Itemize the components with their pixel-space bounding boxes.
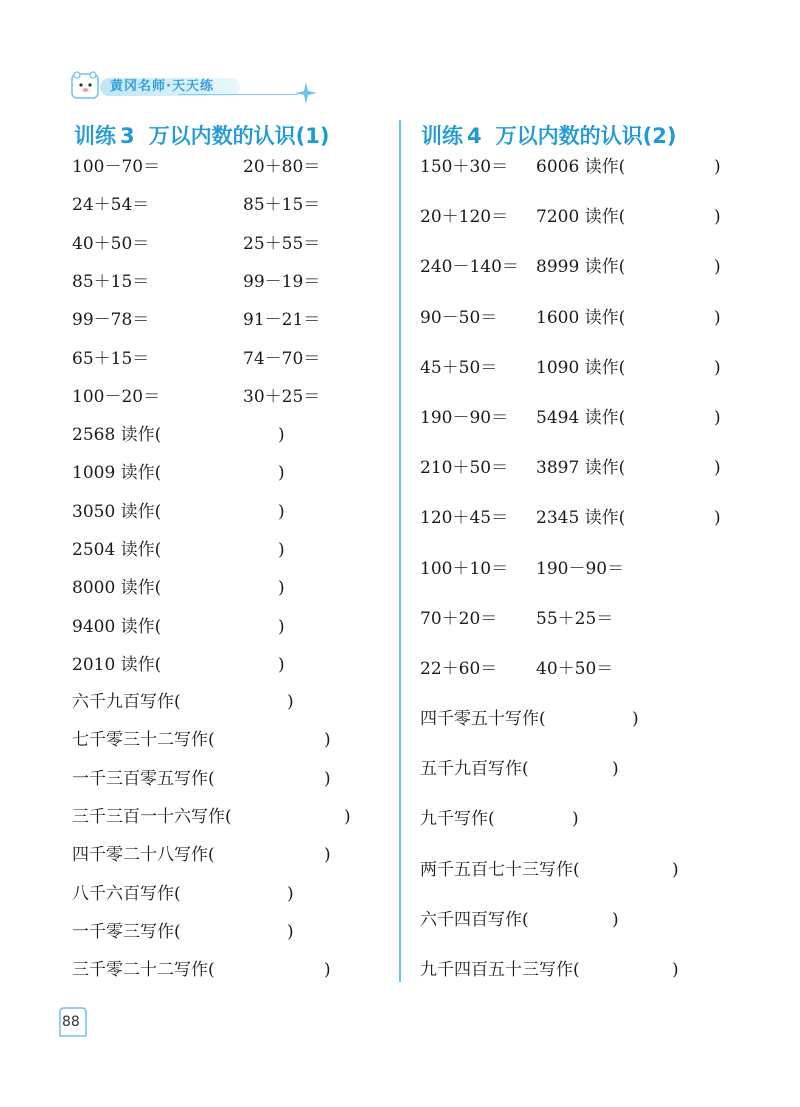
- read-exercise: 5494 读作(: [536, 408, 626, 428]
- read-exercise-close-paren: ): [278, 463, 285, 484]
- read-exercise: 6006 读作(: [536, 157, 626, 177]
- write-exercise: 三千零二十二写作(: [72, 960, 215, 981]
- arith-problem: 100－70＝: [72, 157, 161, 177]
- read-exercise-close-paren: ): [714, 508, 721, 529]
- write-exercise: 七千零三十二写作(: [72, 730, 215, 751]
- read-exercise: 7200 读作(: [536, 207, 626, 228]
- read-exercise-close-paren: ): [714, 307, 721, 328]
- write-exercise-close-paren: ): [632, 709, 639, 729]
- write-exercise: 六千九百写作(: [72, 692, 181, 712]
- write-exercise: 八千六百写作(: [72, 883, 181, 904]
- read-exercise-close-paren: ): [714, 157, 721, 177]
- arith-problem: 190－90＝: [536, 559, 625, 579]
- write-exercise-close-paren: ): [324, 768, 331, 789]
- read-exercise: 8999 读作(: [536, 257, 626, 278]
- sparkle-icon: [295, 82, 317, 104]
- arith-problem: 55＋25＝: [536, 609, 614, 630]
- read-exercise: 9400 读作(: [72, 616, 162, 637]
- arith-problem: 190－90＝: [420, 408, 509, 428]
- right-title: [421, 120, 676, 150]
- write-exercise-close-paren: ): [612, 759, 619, 780]
- write-exercise-close-paren: ): [612, 909, 619, 930]
- arith-problem: 100－20＝: [72, 386, 161, 407]
- arith-problem: 85＋15＝: [243, 195, 321, 216]
- brand-underline: [178, 94, 298, 95]
- read-exercise-close-paren: ): [278, 425, 285, 445]
- arith-problem: 24＋54＝: [72, 195, 150, 216]
- write-exercise: 六千四百写作(: [420, 909, 529, 930]
- write-exercise: 三千三百一十六写作(: [72, 806, 232, 827]
- write-exercise: 一千零三写作(: [72, 921, 181, 942]
- arith-problem: 25＋55＝: [243, 233, 321, 254]
- read-exercise: 8000 读作(: [72, 578, 162, 599]
- brand-text: 黄冈名师·天天练: [110, 79, 214, 94]
- read-exercise-close-paren: ): [278, 578, 285, 599]
- write-exercise: 九千四百五十三写作(: [420, 960, 580, 980]
- bear-icon: [70, 70, 102, 100]
- write-exercise: 两千五百七十三写作(: [420, 859, 580, 880]
- read-exercise-close-paren: ): [278, 654, 285, 675]
- read-exercise-close-paren: ): [278, 501, 285, 522]
- arith-problem: 100＋10＝: [420, 559, 509, 579]
- read-exercise-close-paren: ): [714, 458, 721, 479]
- read-exercise: 1090 读作(: [536, 357, 626, 378]
- write-exercise-close-paren: ): [324, 960, 331, 981]
- left-title-text: 万以内数的认识(1): [148, 124, 330, 148]
- write-exercise-close-paren: ): [287, 883, 294, 904]
- write-exercise: 四千零二十八写作(: [72, 845, 215, 866]
- read-exercise-close-paren: ): [714, 357, 721, 378]
- arith-problem: 90－50＝: [420, 307, 498, 328]
- page-number: 88: [62, 1014, 80, 1030]
- arith-problem: 65＋15＝: [72, 348, 150, 369]
- read-exercise: 2010 读作(: [72, 654, 162, 675]
- write-exercise-close-paren: ): [672, 859, 679, 880]
- arith-problem: 74－70＝: [243, 348, 321, 369]
- read-exercise: 3050 读作(: [72, 501, 162, 522]
- left-title-prefix: 训练: [74, 124, 116, 148]
- left-title: [74, 120, 329, 150]
- arith-problem: 40＋50＝: [72, 233, 150, 254]
- write-exercise: 一千三百零五写作(: [72, 768, 215, 789]
- read-exercise-close-paren: ): [278, 616, 285, 637]
- right-title-prefix: 训练: [421, 124, 463, 148]
- write-exercise-close-paren: ): [324, 845, 331, 866]
- arith-problem: 20＋120＝: [420, 207, 509, 228]
- header-logo: [70, 70, 270, 104]
- read-exercise-close-paren: ): [278, 539, 285, 560]
- right-title-number: 4: [467, 124, 482, 148]
- read-exercise-close-paren: ): [714, 257, 721, 278]
- left-title-number: 3: [120, 124, 135, 148]
- arith-problem: 70＋20＝: [420, 609, 498, 630]
- read-exercise: 1600 读作(: [536, 307, 626, 328]
- column-divider: [399, 120, 401, 982]
- write-exercise: 四千零五十写作(: [420, 709, 546, 729]
- read-exercise: 2345 读作(: [536, 508, 626, 529]
- arith-problem: 45＋50＝: [420, 357, 498, 378]
- right-title-text: 万以内数的认识(2): [495, 124, 677, 148]
- write-exercise-close-paren: ): [572, 809, 579, 830]
- write-exercise: 五千九百写作(: [420, 759, 529, 780]
- write-exercise-close-paren: ): [344, 806, 351, 827]
- arith-problem: 40＋50＝: [536, 659, 614, 680]
- arith-problem: 99－78＝: [72, 310, 150, 331]
- read-exercise: 2568 读作(: [72, 425, 162, 445]
- arith-problem: 210＋50＝: [420, 458, 509, 479]
- arith-problem: 91－21＝: [243, 310, 321, 331]
- write-exercise-close-paren: ): [672, 960, 679, 980]
- write-exercise-close-paren: ): [324, 730, 331, 751]
- arith-problem: 22＋60＝: [420, 659, 498, 680]
- read-exercise: 2504 读作(: [72, 539, 162, 560]
- read-exercise: 3897 读作(: [536, 458, 626, 479]
- arith-problem: 20＋80＝: [243, 157, 321, 177]
- arith-problem: 150＋30＝: [420, 157, 509, 177]
- arith-problem: 120＋45＝: [420, 508, 509, 529]
- write-exercise: 九千写作(: [420, 809, 495, 830]
- write-exercise-close-paren: ): [287, 921, 294, 942]
- read-exercise: 1009 读作(: [72, 463, 162, 484]
- write-exercise-close-paren: ): [287, 692, 294, 712]
- arith-problem: 240－140＝: [420, 257, 519, 278]
- arith-problem: 99－19＝: [243, 271, 321, 292]
- arith-problem: 30＋25＝: [243, 386, 321, 407]
- read-exercise-close-paren: ): [714, 207, 721, 228]
- arith-problem: 85＋15＝: [72, 271, 150, 292]
- read-exercise-close-paren: ): [714, 408, 721, 428]
